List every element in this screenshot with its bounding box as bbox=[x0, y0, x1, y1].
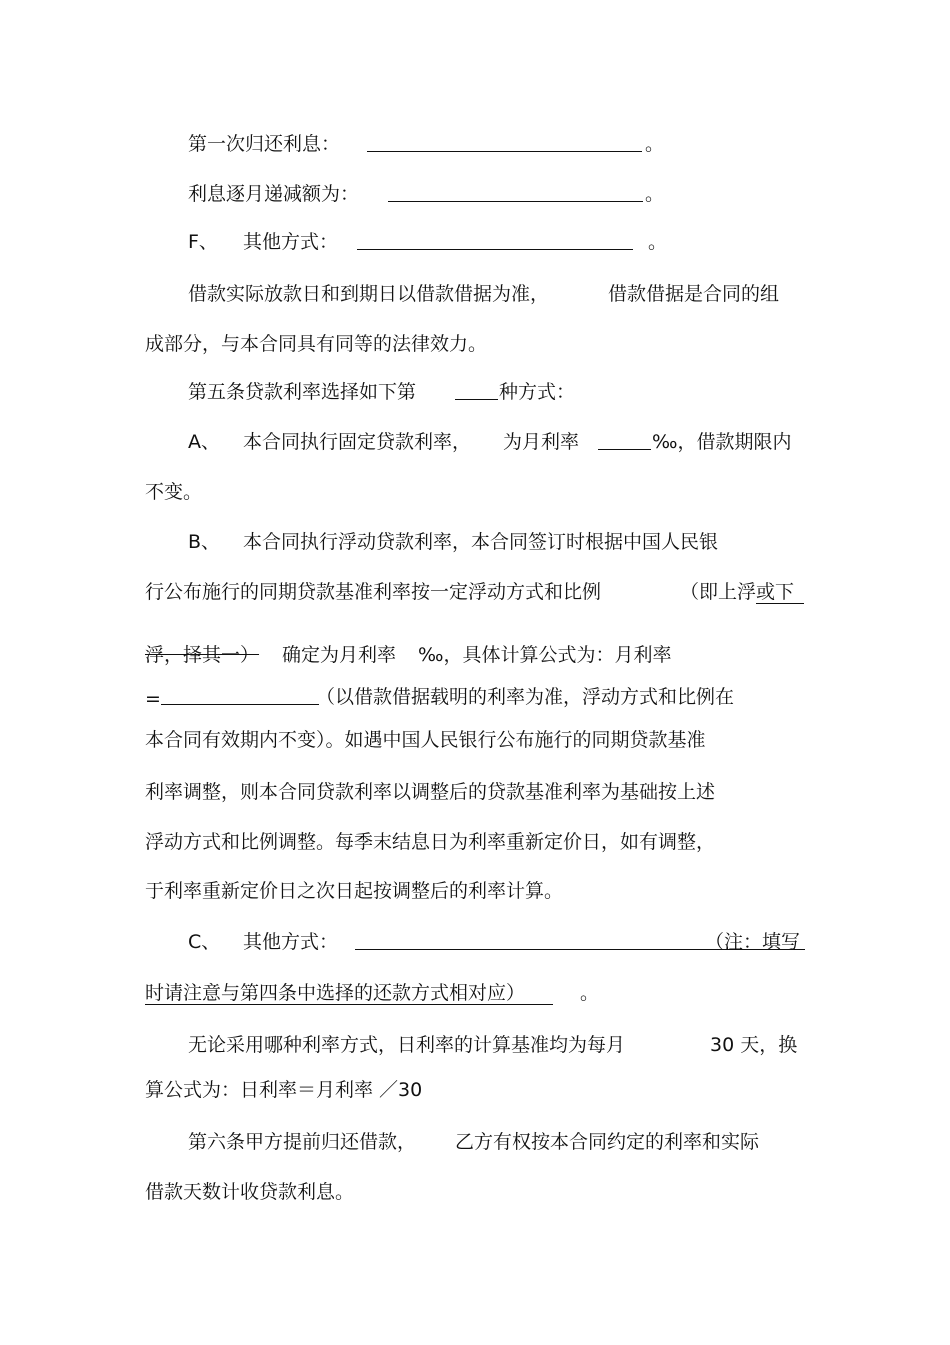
article-5-heading-end: 种方式： bbox=[499, 381, 576, 403]
option-c-letter: C、 bbox=[188, 931, 221, 953]
float-down-text: 或下 bbox=[756, 581, 804, 604]
first-interest-payment-label: 第一次归还利息： bbox=[188, 133, 341, 155]
article-6-text-cont: 借款天数计收贷款利息。 bbox=[145, 1181, 355, 1203]
choose-one-text: ，择其一） bbox=[164, 644, 260, 666]
formula-line bbox=[145, 684, 319, 712]
option-b-text-4 bbox=[145, 642, 259, 668]
loan-date-text-b: 借款借据是合同的组 bbox=[608, 283, 780, 305]
article-6-heading: 第六条甲方提前归还借款， bbox=[188, 1131, 417, 1153]
period-mark: 。 bbox=[645, 183, 665, 205]
option-a-letter: A、 bbox=[188, 431, 220, 453]
option-b-text-3 bbox=[680, 579, 804, 605]
option-b-text: 本合同执行浮动贷款利率，本合同签订时根据中国人民银 bbox=[243, 531, 719, 553]
formula-intro: ‰，具体计算公式为：月利率 bbox=[418, 644, 672, 666]
daily-rate-days: 30 天，换 bbox=[710, 1034, 798, 1056]
option-b-letter: B、 bbox=[188, 531, 221, 553]
equals-sign: = bbox=[145, 688, 161, 710]
loan-date-text-c: 成部分，与本合同具有同等的法律效力。 bbox=[145, 333, 488, 355]
monthly-rate-label: 确定为月利率 bbox=[282, 644, 397, 666]
option-a-text-end: ‰，借款期限内 bbox=[652, 431, 792, 453]
float-up-text: （即上浮 bbox=[680, 581, 757, 603]
option-f-letter: F、 bbox=[188, 231, 218, 253]
option-b-text-5: 本合同有效期内不变）。如遇中国人民银行公布施行的同期贷款基准 bbox=[145, 729, 706, 751]
option-b-text-8: 于利率重新定价日之次日起按调整后的利率计算。 bbox=[145, 880, 564, 902]
article-6-text: 乙方有权按本合同约定的利率和实际 bbox=[455, 1131, 760, 1153]
article-5-heading: 第五条贷款利率选择如下第 bbox=[188, 381, 417, 403]
period-mark: 。 bbox=[645, 133, 665, 155]
option-b-text-7: 浮动方式和比例调整。每季末结息日为利率重新定价日，如有调整， bbox=[145, 831, 716, 853]
loan-date-text-a: 借款实际放款日和到期日以借款借据为准， bbox=[188, 283, 550, 305]
monthly-decrease-blank[interactable] bbox=[388, 181, 643, 209]
option-c-note: （注：填写 bbox=[705, 931, 801, 953]
option-c-label: 其他方式： bbox=[243, 931, 339, 953]
option-b-text-6: 利率调整，则本合同贷款利率以调整后的贷款基准利率为基础按上述 bbox=[145, 781, 716, 803]
monthly-decrease-label: 利息逐月递减额为： bbox=[188, 183, 360, 205]
option-b-text-2: 行公布施行的同期贷款基准利率按一定浮动方式和比例 bbox=[145, 581, 602, 603]
daily-rate-text: 无论采用哪种利率方式，日利率的计算基准均为每月 bbox=[188, 1034, 626, 1056]
first-interest-payment-line bbox=[188, 131, 340, 157]
option-c-note-cont: 时请注意与第四条中选择的还款方式相对应） bbox=[145, 980, 553, 1006]
option-f-label: 其他方式： bbox=[243, 231, 339, 253]
daily-rate-formula: 算公式为：日利率＝月利率 ／30 bbox=[145, 1079, 423, 1101]
option-a-rate-label: 为月利率 bbox=[503, 431, 580, 453]
option-a-rate-blank[interactable] bbox=[598, 429, 651, 457]
option-a-text: 本合同执行固定贷款利率， bbox=[243, 431, 472, 453]
period-mark: 。 bbox=[648, 231, 668, 253]
article-5-choice-blank[interactable] bbox=[455, 379, 498, 407]
first-interest-payment-blank[interactable] bbox=[367, 131, 642, 159]
formula-blank[interactable] bbox=[161, 684, 319, 705]
period-mark: 。 bbox=[580, 982, 600, 1004]
float-down-cont: 浮 bbox=[145, 644, 165, 666]
formula-note: （以借款借据载明的利率为准，浮动方式和比例在 bbox=[316, 686, 735, 708]
option-a-text-cont: 不变。 bbox=[145, 481, 203, 503]
option-f-blank[interactable] bbox=[357, 229, 633, 257]
